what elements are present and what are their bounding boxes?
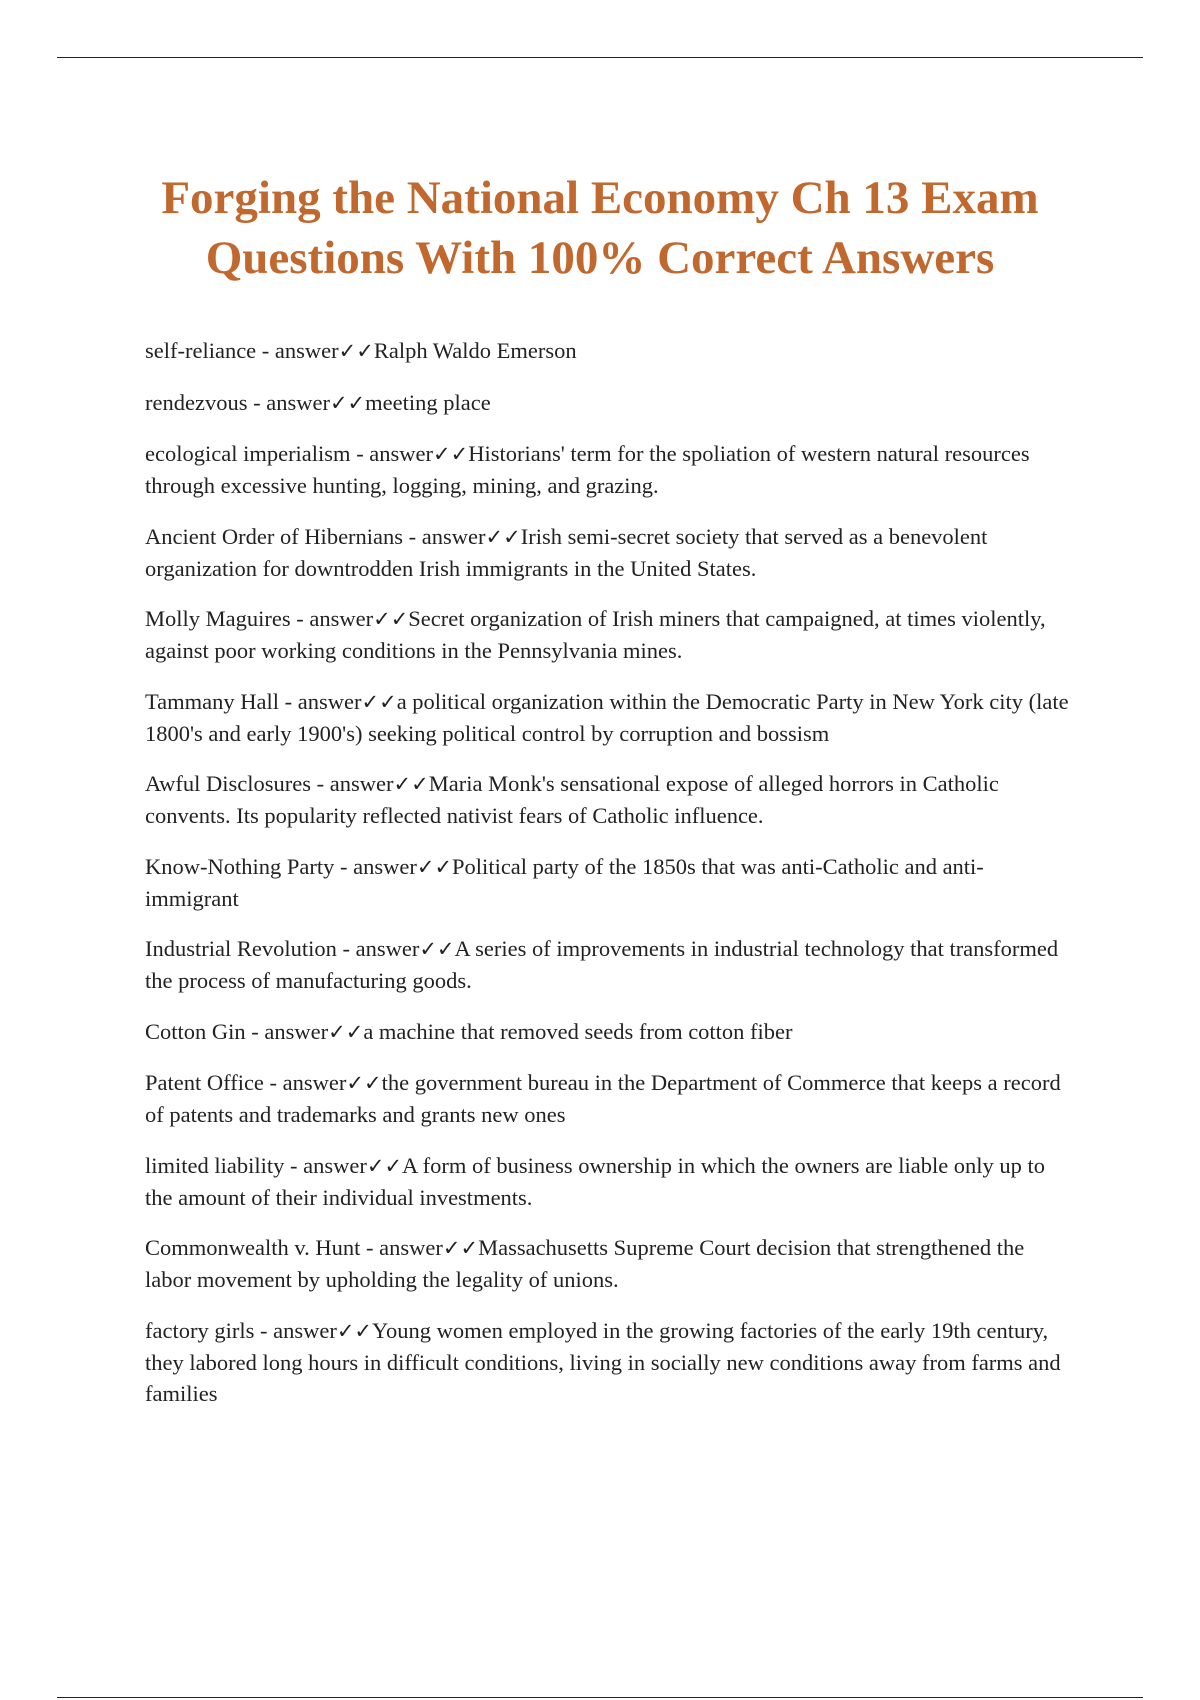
answer-separator: - answer (290, 606, 374, 631)
qa-entry (145, 1016, 1075, 1048)
entry-answer: Historians' term for the spoliation of western natural resources through excessive hunting, logging, mining, and grazing. (145, 441, 1030, 498)
entry-answer: A series of improvements in industrial technology that transformed the process of manufacturing goods. (145, 936, 1059, 993)
answer-separator: - answer (245, 1018, 329, 1044)
check-marks-icon: ✓✓ (361, 689, 397, 714)
answer-separator: - answer (311, 771, 394, 796)
entry-term: Know-Nothing Party (145, 853, 335, 879)
entry-answer: the government bureau in the Department of Commerce that keeps a record of patents and trademarks and grants new ones (145, 1070, 1061, 1127)
entry-answer: Political party of the 1850s that was anti-Catholic and anti-immigrant (145, 853, 984, 911)
check-marks-icon: ✓✓ (329, 390, 366, 415)
entry-term: Cotton Gin (145, 1018, 246, 1044)
entry-term: Commonwealth v. Hunt (145, 1235, 361, 1260)
check-marks-icon: ✓✓ (393, 772, 429, 796)
title-line-1: Forging the National Economy Ch 13 Exam (161, 172, 1039, 224)
entry-answer: Irish semi-secret society that served as a benevolent organization for downtrodden Irish immigrants in the United States. (145, 523, 988, 581)
check-marks-icon: ✓✓ (346, 1071, 382, 1095)
entry-answer: meeting place (365, 389, 491, 415)
check-marks-icon: ✓✓ (485, 524, 521, 549)
bottom-rule (57, 1697, 1143, 1698)
entry-term: Molly Maguires (145, 606, 291, 631)
answer-separator: - answer (350, 441, 434, 466)
check-marks-icon: ✓✓ (328, 1019, 364, 1044)
answer-separator: - answer (403, 523, 486, 549)
answer-separator: - answer (334, 853, 417, 879)
answer-separator: - answer (336, 936, 420, 961)
qa-entry (145, 335, 1075, 367)
qa-entry (145, 438, 1075, 501)
document-title (100, 168, 1100, 288)
qa-entry (145, 603, 1075, 666)
qa-entry (145, 768, 1075, 831)
answer-separator: - answer (254, 1317, 337, 1343)
entry-term: Tammany Hall (145, 688, 280, 714)
qa-entry (145, 1067, 1075, 1130)
answer-separator: - answer (284, 1152, 367, 1178)
entry-answer: a political organization within the Democratic Party in New York city (late 1800's and early 1900's) seeking political control by corruption and bossism (145, 688, 1069, 746)
entry-term: rendezvous (145, 389, 248, 415)
entry-term: Patent Office (145, 1070, 264, 1095)
entry-term: factory girls (145, 1317, 255, 1343)
answer-separator: - answer (256, 338, 339, 363)
entry-term: Awful Disclosures (145, 771, 312, 796)
entry-term: Ancient Order of Hibernians (145, 523, 404, 549)
entry-term: self-reliance (145, 338, 257, 363)
qa-entry (145, 686, 1075, 749)
answer-separator: - answer (279, 688, 362, 714)
check-marks-icon: ✓✓ (373, 607, 409, 631)
check-marks-icon: ✓✓ (336, 1318, 373, 1343)
qa-entry (145, 521, 1075, 584)
answer-separator: - answer (263, 1070, 347, 1095)
qa-entry (145, 1150, 1075, 1213)
entry-term: Industrial Revolution (145, 936, 337, 961)
check-marks-icon: ✓✓ (416, 854, 453, 879)
entry-answer: Massachusetts Supreme Court decision that strengthened the labor movement by upholding the legality of unions. (145, 1235, 1025, 1292)
entry-answer: A form of business ownership in which the owners are liable only up to the amount of their individual investments. (145, 1152, 1046, 1210)
entry-answer: a machine that removed seeds from cotton fiber (363, 1018, 793, 1044)
check-marks-icon: ✓✓ (442, 1236, 479, 1260)
entry-term: limited liability (145, 1152, 285, 1178)
entry-answer: Secret organization of Irish miners that campaigned, at times violently, against poor working conditions in the Pennsylvania mines. (145, 606, 1046, 663)
qa-entry (145, 1315, 1075, 1409)
check-marks-icon: ✓✓ (419, 937, 455, 961)
check-marks-icon: ✓✓ (433, 442, 469, 466)
qa-entry (145, 387, 1075, 419)
qa-entry (145, 1232, 1075, 1295)
answer-separator: - answer (247, 389, 330, 415)
answer-separator: - answer (360, 1235, 443, 1260)
check-marks-icon: ✓✓ (366, 1153, 403, 1178)
entry-term: ecological imperialism (145, 441, 351, 466)
entry-answer: Young women employed in the growing factories of the early 19th century, they labored long hours in difficult conditions, living in socially new conditions away from farms and families (145, 1317, 1061, 1406)
entry-answer: Maria Monk's sensational expose of alleged horrors in Catholic convents. Its popularity reflected nativist fears of Catholic influence. (145, 771, 999, 828)
qa-list (145, 335, 1075, 1428)
qa-entry (145, 851, 1075, 914)
check-marks-icon: ✓✓ (338, 339, 374, 363)
top-rule (57, 57, 1143, 58)
entry-answer: Ralph Waldo Emerson (373, 338, 577, 363)
title-line-2: Questions With 100% Correct Answers (205, 232, 995, 284)
qa-entry (145, 933, 1075, 996)
